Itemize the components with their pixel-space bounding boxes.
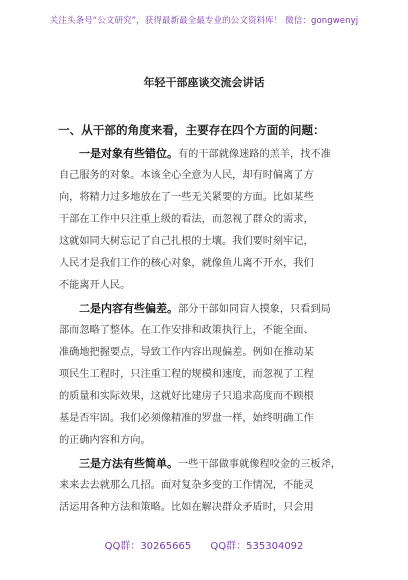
paragraph-line: 基是否牢固。我们必须像精准的罗盘一样，始终明确工作 [59, 413, 314, 424]
paragraph-1 [59, 143, 355, 297]
paragraph-line: 人民才是我们工作的核心对象，就像鱼儿离不开水，我们 [59, 258, 314, 269]
paragraph-lead: 一是对象有些错位。 [79, 147, 178, 160]
paragraph-line: 的正确内容和方向。 [59, 435, 151, 446]
paragraph-line: 二是内容有些偏差。部分干部如同盲人摸象，只看到局 [79, 302, 331, 315]
paragraph-lead: 三是方法有些简单。 [79, 457, 178, 470]
paragraph-line: 干部在工作中只注重上级的看法，而忽视了群众的需求， [59, 214, 314, 225]
paragraph-line: 准确地把握要点，导致工作内容出现偏差。例如在推动某 [59, 347, 314, 358]
paragraph-line: 不能离开人民。 [59, 280, 131, 291]
paragraph-3 [59, 453, 355, 519]
paragraph-line: 一是对象有些错位。有的干部就像迷路的羔羊，找不准 [79, 147, 331, 160]
section-heading: 一、从干部的角度来看，主要存在四个方面的问题： [58, 123, 325, 137]
footer-qq-group-2: QQ群：535304092 [210, 541, 304, 552]
paragraph-lead: 二是内容有些偏差。 [79, 302, 178, 315]
paragraph-line: 项民生工程时，只注重工程的规模和速度，而忽视了工程 [59, 369, 314, 380]
page-header-banner: 关注头条号“公文研究”，获得最新最全最专业的公文资料库！ 微信：gongwenyj [49, 16, 359, 26]
paragraph-line: 部而忽略了整体。在工作安排和政策执行上，不能全面、 [59, 325, 314, 336]
paragraph-2 [59, 298, 355, 452]
document-title: 年轻干部座谈交流会讲话 [143, 76, 265, 89]
paragraph-line: 的质量和实际效果，这就好比建房子只追求高度而不顾根 [59, 391, 314, 402]
paragraph-line: 这就如同大树忘记了自己扎根的土壤。我们要时刻牢记， [59, 236, 314, 247]
footer-qq-group-1: QQ群：30265665 [104, 541, 192, 552]
paragraph-line: 自己服务的对象。本该全心全意为人民，却有时偏离了方 [59, 170, 314, 181]
paragraph-line: 来来去去就那么几招。面对复杂多变的工作情况，不能灵 [59, 480, 314, 491]
paragraph-line: 向，将精力过多地放在了一些无关紧要的方面。比如某些 [59, 192, 314, 203]
paragraph-line: 三是方法有些简单。一些干部做事就像程咬金的三板斧， [79, 457, 341, 470]
page-footer [0, 537, 408, 552]
paragraph-line: 活运用各种方法和策略。比如在解决群众矛盾时，只会用 [59, 502, 314, 513]
